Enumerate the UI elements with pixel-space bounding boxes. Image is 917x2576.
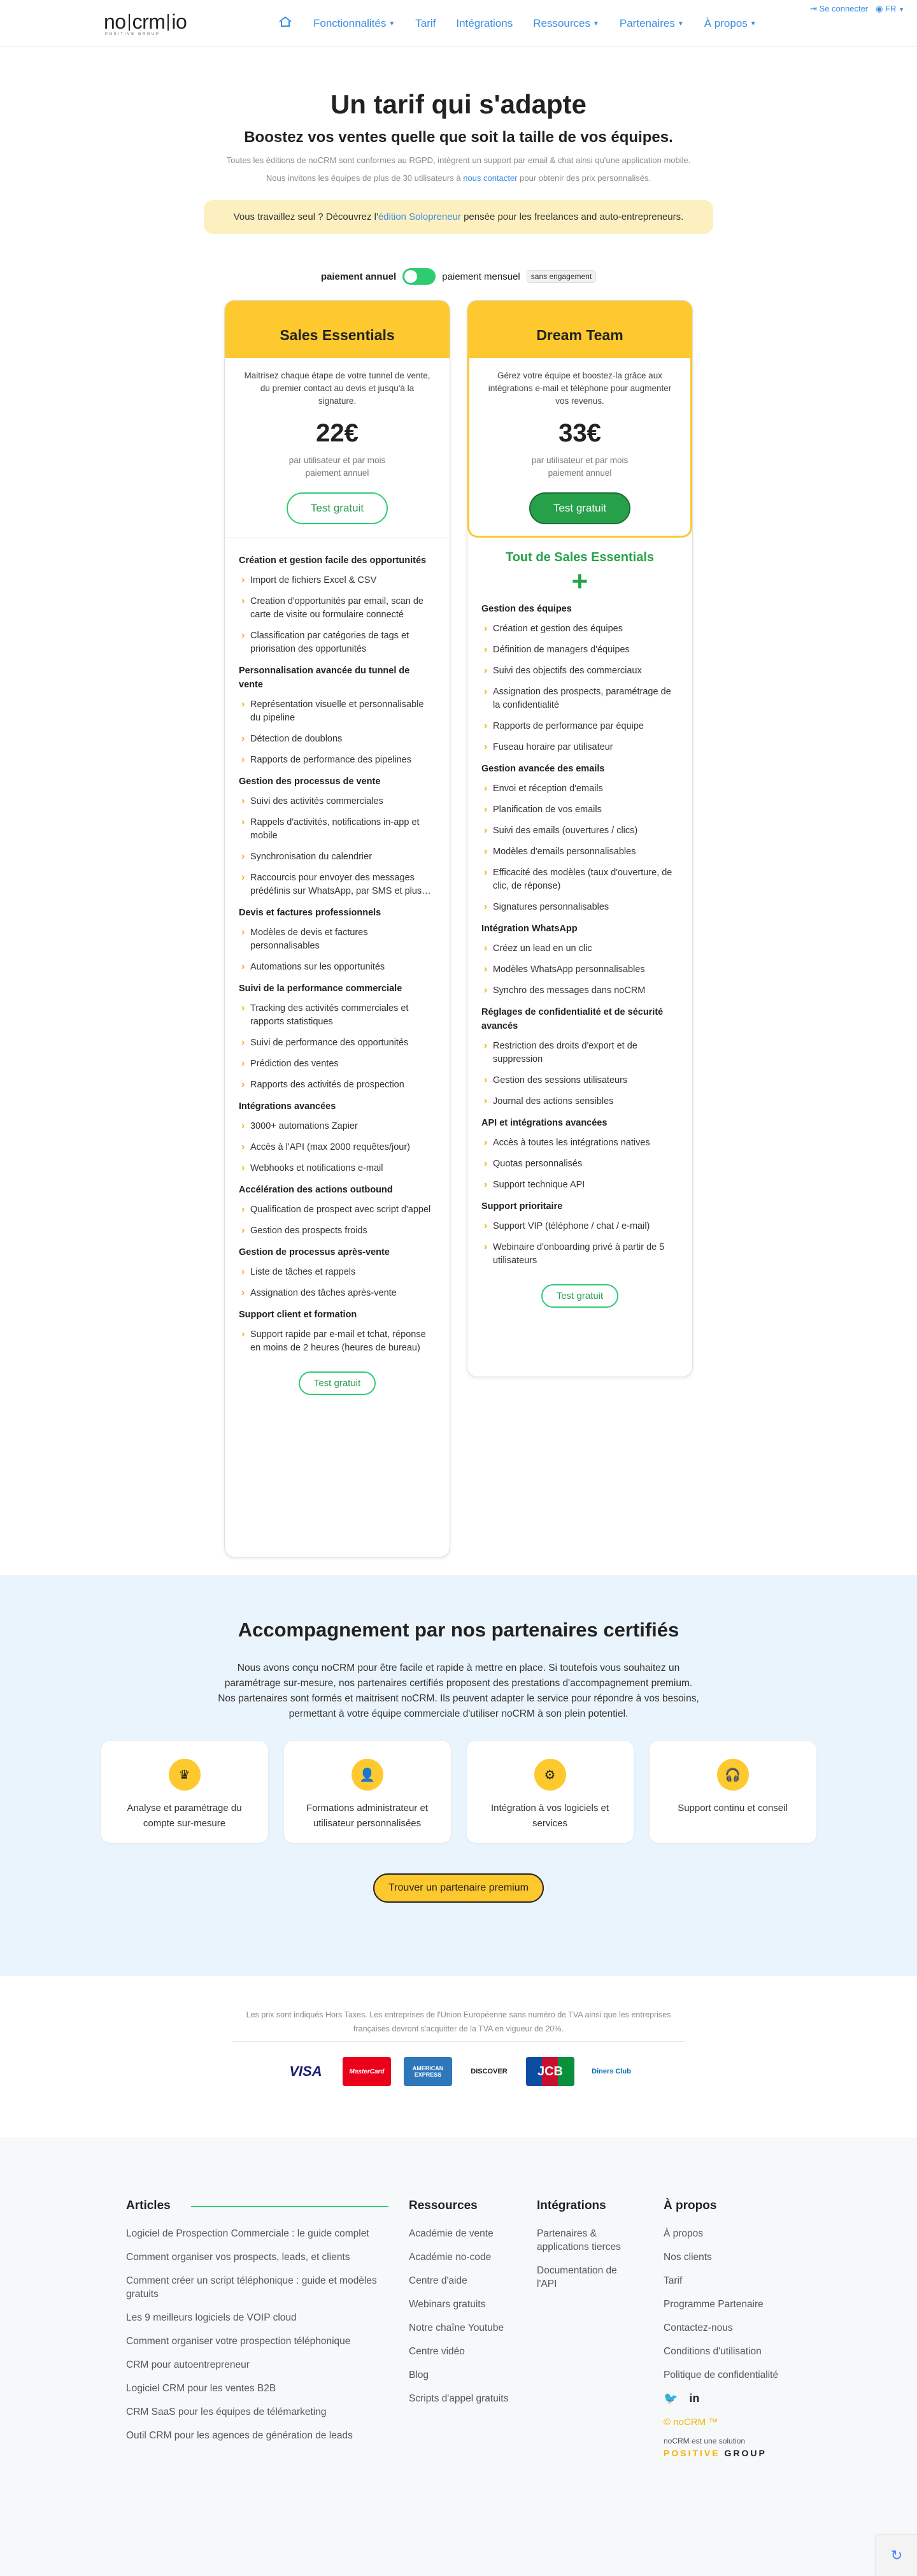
feature-item: › Accès à toutes les intégrations natives <box>481 1136 678 1150</box>
home-link[interactable] <box>267 15 303 31</box>
feature-item: › Restriction des droits d'export et de suppression <box>481 1040 678 1066</box>
feature-group <box>239 554 436 656</box>
partner-service-card <box>650 1741 816 1843</box>
bottom-cta-wrap <box>481 1284 678 1308</box>
footer-heading: Articles <box>126 2199 171 2212</box>
feature-item: › Support technique API <box>481 1178 678 1192</box>
partner-service-label: Formations administrateur et utilisateur personnalisées <box>306 1803 428 1829</box>
footer-link[interactable]: Outil CRM pour les agences de génération de leads <box>126 2430 353 2441</box>
compliance-note: Toutes les éditions de noCRM sont conformes au RGPD, intègrent un support par email & chat ainsi qu'une application mobile. <box>226 155 691 165</box>
social-links <box>664 2392 791 2405</box>
free-trial-button[interactable]: Test gratuit <box>529 492 630 524</box>
footer <box>0 2139 917 2576</box>
linkedin-icon[interactable]: in <box>689 2392 700 2405</box>
feature-item: › 3000+ automations Zapier <box>239 1120 436 1133</box>
feature-item: › Prédiction des ventes <box>239 1057 436 1071</box>
feature-item: › Planification de vos emails <box>481 803 678 817</box>
pricing-plans <box>0 300 917 1557</box>
amex-icon: AMERICAN EXPRESS <box>404 2057 452 2086</box>
contact-link[interactable]: nous contacter <box>463 173 518 183</box>
partner-service-card <box>467 1741 634 1843</box>
feature-item: › Rapports de performance par équipe <box>481 720 678 733</box>
feature-group-title: Réglages de confidentialité et de sécurité avancés <box>481 1007 664 1031</box>
gear-icon: ⚙ <box>534 1759 566 1791</box>
partners-section <box>0 1575 917 1976</box>
footer-link[interactable]: Comment organiser vos prospects, leads, et clients <box>126 2252 350 2263</box>
feature-group-title: Gestion de processus après-vente <box>239 1247 390 1257</box>
billing-switch[interactable] <box>402 268 436 285</box>
footer-link[interactable]: Logiciel CRM pour les ventes B2B <box>126 2383 276 2394</box>
footer-link[interactable]: Académie de vente <box>409 2228 494 2239</box>
feature-group <box>481 1005 678 1108</box>
footer-link[interactable]: Documentation de l'API <box>537 2265 617 2289</box>
feature-list <box>467 538 692 1308</box>
footer-articles <box>126 2199 394 2452</box>
tax-note: Les prix sont indiqués Hors Taxes. Les entreprises de l'Union Européenne sans numéro de TVA ainsi que les entreprises françaises devront s'acquitter de la TVA en vigueur de 20%. <box>246 2010 671 2033</box>
footer-link[interactable]: Politique de confidentialité <box>664 2370 779 2380</box>
feature-list <box>225 538 450 1395</box>
footer-link[interactable]: Blog <box>409 2370 429 2380</box>
feature-item: › Envoi et réception d'emails <box>481 782 678 796</box>
feature-item: › Classification par catégories de tags et priorisation des opportunités <box>239 629 436 656</box>
footer-a-propos <box>664 2199 791 2458</box>
feature-item: › Journal des actions sensibles <box>481 1095 678 1108</box>
feature-item: › Rappels d'activités, notifications in-app et mobile <box>239 816 436 843</box>
feature-item: › Signatures personnalisables <box>481 901 678 914</box>
login-icon: ⇥ <box>810 4 817 13</box>
discover-icon: DISCOVER <box>471 2068 508 2075</box>
recaptcha-badge[interactable]: ↻ <box>876 2535 917 2576</box>
footer-link[interactable]: CRM SaaS pour les équipes de télémarketing <box>126 2407 327 2417</box>
partner-service-card <box>284 1741 451 1843</box>
feature-item: › Créez un lead en un clic <box>481 942 678 955</box>
partner-service-card <box>101 1741 268 1843</box>
feature-item: › Import de fichiers Excel & CSV <box>239 574 436 587</box>
annual-label: paiement annuel <box>320 271 397 282</box>
feature-item: › Suivi des activités commerciales <box>239 795 436 808</box>
plan-summary <box>225 358 450 538</box>
nav-right <box>810 4 904 14</box>
partner-service-label: Analyse et paramétrage du compte sur-mesure <box>127 1803 242 1829</box>
free-trial-button[interactable]: Test gratuit <box>287 492 388 524</box>
feature-item: › Support rapide par e-mail et tchat, réponse en moins de 2 heures (heures de bureau) <box>239 1328 436 1355</box>
feature-item: › Webinaire d'onboarding privé à partir de 5 utilisateurs <box>481 1241 678 1268</box>
solution-label: noCRM est une solution <box>664 2436 746 2445</box>
nav-partenaires[interactable]: Partenaires ▼ <box>619 17 684 29</box>
plan-summary <box>467 358 692 538</box>
feature-group <box>239 1099 436 1175</box>
positive-group-logo[interactable]: POSITIVE GROUP <box>664 2448 767 2458</box>
feature-item: › Quotas personnalisés <box>481 1157 678 1171</box>
feature-group-title: Création et gestion facile des opportunités <box>239 555 427 566</box>
plus-icon: + <box>571 566 588 597</box>
feature-group <box>481 602 678 754</box>
plan-description: Gérez votre équipe et boostez-la grâce aux intégrations e-mail et téléphone pour augmenter vos revenus. <box>488 371 672 406</box>
feature-item: › Qualification de prospect avec script d'appel <box>239 1203 436 1217</box>
plan-price: 33€ <box>558 419 601 447</box>
footer-link[interactable]: Logiciel de Prospection Commerciale : le guide complet <box>126 2228 369 2239</box>
feature-group-title: Gestion des processus de vente <box>239 776 381 787</box>
footer-integrations <box>537 2199 639 2301</box>
feature-item: › Rapports des activités de prospection <box>239 1078 436 1092</box>
feature-group <box>239 1308 436 1355</box>
payment-section <box>0 1976 917 2139</box>
feature-item: › Assignation des tâches après-vente <box>239 1287 436 1300</box>
footer-heading: À propos <box>664 2199 717 2212</box>
feature-item: › Support VIP (téléphone / chat / e-mail) <box>481 1220 678 1233</box>
feature-group <box>481 762 678 914</box>
feature-group-title: Support client et formation <box>239 1310 357 1320</box>
feature-item: › Fuseau horaire par utilisateur <box>481 741 678 754</box>
copyright: © noCRM ™ <box>664 2417 718 2428</box>
nav-tarif[interactable]: Tarif <box>415 17 436 29</box>
feature-group <box>239 906 436 974</box>
nav-fonctionnalites[interactable]: Fonctionnalités ▼ <box>313 17 395 29</box>
free-trial-button[interactable]: Test gratuit <box>299 1371 376 1395</box>
footer-link[interactable]: Centre vidéo <box>409 2346 465 2357</box>
logo-subtitle: POSITIVE GROUP <box>105 32 160 36</box>
feature-item: › Accès à l'API (max 2000 requêtes/jour) <box>239 1141 436 1154</box>
nav-ressources[interactable]: Ressources ▼ <box>533 17 599 29</box>
feature-item: › Rapports de performance des pipelines <box>239 754 436 767</box>
caret-down-icon: ▼ <box>388 20 395 27</box>
free-trial-button[interactable]: Test gratuit <box>541 1284 618 1308</box>
footer-link[interactable]: Conditions d'utilisation <box>664 2346 762 2357</box>
price-unit: par utilisateur et par mois paiement annuel <box>531 455 629 478</box>
feature-group-title: Personnalisation avancée du tunnel de vente <box>239 666 410 690</box>
headset-icon: 🎧 <box>717 1759 749 1791</box>
feature-group-title: Gestion des équipes <box>481 604 572 614</box>
logo[interactable]: no crm io POSITIVE GROUP <box>104 10 187 36</box>
feature-item: › Représentation visuelle et personnalisable du pipeline <box>239 698 436 725</box>
feature-item: › Modèles WhatsApp personnalisables <box>481 963 678 977</box>
crown-icon: ♛ <box>169 1759 201 1791</box>
feature-item: › Tracking des activités commerciales et rapports statistiques <box>239 1002 436 1029</box>
price-unit: par utilisateur et par mois paiement annuel <box>288 455 386 478</box>
feature-item: › Creation d'opportunités par email, scan de carte de visite ou formulaire connecté <box>239 595 436 622</box>
footer-link[interactable]: Nos clients <box>664 2252 712 2263</box>
jcb-icon: JCB <box>526 2057 574 2086</box>
plan-description: Maitrisez chaque étape de votre tunnel de vente, du premier contact au devis et jusqu'à la signature. <box>244 371 430 406</box>
footer-link[interactable]: Contactez-nous <box>664 2322 733 2333</box>
feature-group <box>239 1245 436 1300</box>
footer-ressources <box>409 2199 523 2415</box>
caret-down-icon: ▼ <box>592 20 599 27</box>
footer-link[interactable]: Comment créer un script téléphonique : guide et modèles gratuits <box>126 2275 377 2300</box>
nav-a-propos[interactable]: À propos ▼ <box>704 17 757 29</box>
plan-card-sales-essentials <box>224 300 450 1557</box>
feature-item: › Automations sur les opportunités <box>239 961 436 974</box>
home-icon <box>278 15 293 28</box>
footer-link[interactable]: Tarif <box>664 2275 683 2286</box>
top-nav <box>0 0 917 47</box>
feature-item: › Modèles d'emails personnalisables <box>481 845 678 859</box>
feature-item: › Gestion des sessions utilisateurs <box>481 1074 678 1087</box>
feature-item: › Suivi des emails (ouvertures / clics) <box>481 824 678 838</box>
plan-card-dream-team <box>467 300 693 1377</box>
diners-club-icon: Diners Club <box>592 2068 631 2075</box>
visa-icon: VISA <box>289 2063 322 2079</box>
footer-link[interactable]: Comment organiser votre prospection téléphonique <box>126 2336 351 2347</box>
feature-item: › Modèles de devis et factures personnalisables <box>239 926 436 953</box>
bottom-cta-wrap <box>239 1371 436 1395</box>
footer-link[interactable]: Notre chaîne Youtube <box>409 2322 504 2333</box>
no-commitment-badge: sans engagement <box>527 270 596 283</box>
feature-group <box>239 775 436 898</box>
feature-item: › Assignation des prospects, paramétrage de la confidentialité <box>481 685 678 712</box>
feature-group-title: Intégration WhatsApp <box>481 924 578 934</box>
user-check-icon: 👤 <box>352 1759 383 1791</box>
feature-group-title: Suivi de la performance commerciale <box>239 984 402 994</box>
solopreneur-link[interactable]: édition Solopreneur <box>378 211 461 222</box>
plan-name: Dream Team <box>467 301 692 358</box>
billing-toggle-row <box>0 268 917 285</box>
feature-item: › Synchro des messages dans noCRM <box>481 984 678 998</box>
feature-item: › Gestion des prospects froids <box>239 1224 436 1238</box>
solopreneur-banner: Vous travaillez seul ? Découvrez l'édition Solopreneur pensée pour les freelances and auto-entrepreneurs. <box>204 200 713 234</box>
footer-link[interactable]: Les 9 meilleurs logiciels de VOIP cloud <box>126 2312 297 2323</box>
partners-title: Accompagnement par nos partenaires certifiés <box>238 1619 679 1641</box>
mastercard-icon: MasterCard <box>343 2057 391 2086</box>
login-link[interactable]: ⇥ Se connecter <box>810 4 869 13</box>
footer-link[interactable]: Programme Partenaire <box>664 2299 764 2310</box>
feature-item: › Raccourcis pour envoyer des messages prédéfinis sur WhatsApp, par SMS et plus… <box>239 871 436 898</box>
footer-link[interactable]: Académie no-code <box>409 2252 492 2263</box>
feature-group <box>239 982 436 1092</box>
footer-link[interactable]: À propos <box>664 2228 704 2239</box>
feature-group <box>239 1183 436 1238</box>
includes-label: Tout de Sales Essentials <box>505 550 655 564</box>
nav-links <box>267 15 767 31</box>
monthly-label: paiement mensuel <box>442 271 520 282</box>
partner-service-label: Intégration à vos logiciels et services <box>490 1803 609 1829</box>
nav-integrations[interactable]: Intégrations <box>456 17 513 29</box>
feature-item: › Suivi de performance des opportunités <box>239 1036 436 1050</box>
caret-down-icon: ▼ <box>677 20 684 27</box>
footer-heading: Ressources <box>409 2199 478 2212</box>
plan-name: Sales Essentials <box>225 301 450 358</box>
feature-group <box>481 1199 678 1268</box>
footer-link[interactable]: CRM pour autoentrepreneur <box>126 2359 250 2370</box>
feature-item: › Liste de tâches et rappels <box>239 1266 436 1279</box>
feature-group-title: Devis et factures professionnels <box>239 908 381 918</box>
feature-item: › Synchronisation du calendrier <box>239 850 436 864</box>
page-subtitle: Boostez vos ventes quelle que soit la taille de vos équipes. <box>244 129 673 146</box>
plan-price: 22€ <box>316 419 359 447</box>
feature-group-title: Intégrations avancées <box>239 1101 336 1112</box>
language-select[interactable]: ◉ FR ▼ <box>876 4 904 13</box>
feature-item: › Création et gestion des équipes <box>481 622 678 636</box>
feature-item: › Webhooks et notifications e-mail <box>239 1162 436 1175</box>
partners-text: Nous avons conçu noCRM pour être facile et rapide à mettre en place. Si toutefois vous souhaitez un paramétrage sur-mesure, nos partenaires certifiés proposent des prestations d'accompagnement premium. Nos partenaires sont formés et maitrisent noCRM. Ils peuvent adapter le service pour répondre à vos besoins, permettant à votre équipe commerciale d'utiliser noCRM à son plein potentiel. <box>218 1663 699 1719</box>
feature-group-title: API et intégrations avancées <box>481 1118 608 1128</box>
partner-services <box>0 1741 917 1843</box>
feature-group-title: Accélération des actions outbound <box>239 1185 393 1195</box>
feature-group-title: Support prioritaire <box>481 1201 563 1212</box>
caret-down-icon: ▼ <box>899 6 904 13</box>
feature-item: › Définition de managers d'équipes <box>481 643 678 657</box>
footer-link[interactable]: Centre d'aide <box>409 2275 467 2286</box>
feature-group <box>481 922 678 998</box>
payment-methods <box>0 2057 917 2086</box>
find-partner-button[interactable]: Trouver un partenaire premium <box>373 1873 544 1903</box>
footer-link[interactable]: Scripts d'appel gratuits <box>409 2393 509 2404</box>
feature-group-title: Gestion avancée des emails <box>481 764 605 774</box>
footer-link[interactable]: Partenaires & applications tierces <box>537 2228 621 2252</box>
footer-link[interactable]: Webinars gratuits <box>409 2299 486 2310</box>
contact-note: Nous invitons les équipes de plus de 30 utilisateurs à nous contacter pour obtenir des prix personnalisés. <box>266 173 651 183</box>
globe-icon: ◉ <box>876 4 883 13</box>
feature-group <box>239 664 436 767</box>
hero <box>0 47 917 234</box>
feature-item: › Détection de doublons <box>239 733 436 746</box>
caret-down-icon: ▼ <box>750 20 757 27</box>
feature-group <box>481 1116 678 1192</box>
partner-service-label: Support continu et conseil <box>678 1803 788 1814</box>
twitter-icon[interactable]: 🐦 <box>664 2392 678 2405</box>
feature-item: › Efficacité des modèles (taux d'ouverture, de clic, de réponse) <box>481 866 678 893</box>
divider <box>232 2041 685 2042</box>
page-title: Un tarif qui s'adapte <box>330 89 587 119</box>
footer-heading: Intégrations <box>537 2199 606 2212</box>
feature-item: › Suivi des objectifs des commerciaux <box>481 664 678 678</box>
